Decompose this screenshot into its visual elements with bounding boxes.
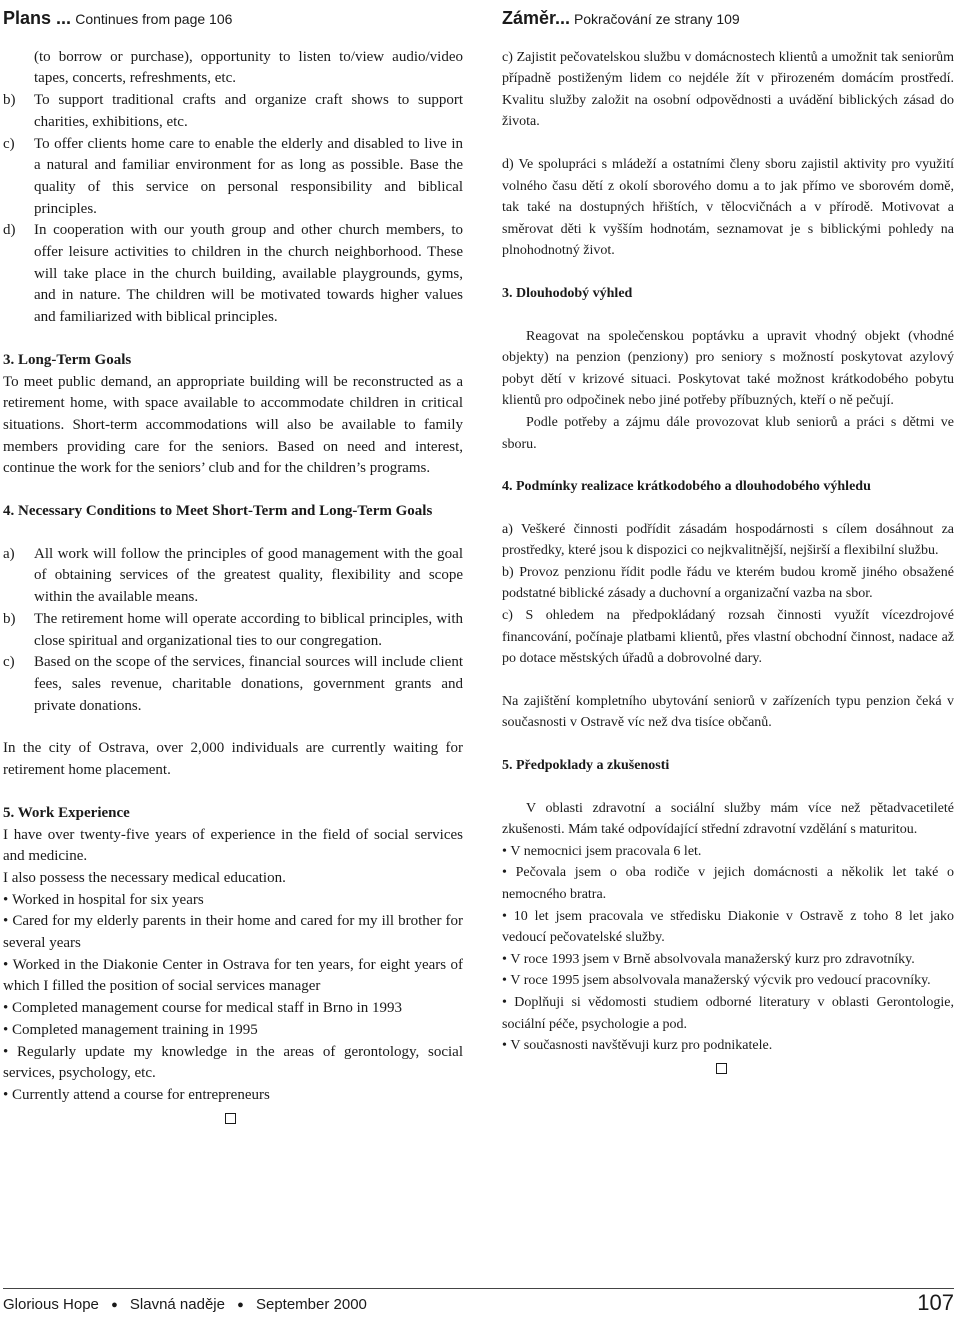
footer-separator-icon: ● (111, 1299, 118, 1311)
list-item (3, 652, 463, 717)
section-heading: 3. Dlouhodobý výhled (502, 285, 633, 301)
item-text: Based on the scope of the services, financial sources will include client fees, sales revenue, charitable donations, government grants and private donations. (34, 654, 463, 714)
page-number: 107 (917, 1290, 954, 1315)
right-header-continuation: Pokračování ze strany 109 (573, 11, 740, 27)
bullet-item: • Completed management course for medical staff in Brno in 1993 (3, 998, 463, 1020)
list-item (3, 609, 463, 652)
footer-publication-cz: Slavná naděje (129, 1296, 225, 1313)
bullet-item: • Doplňuji si vědomosti studiem odborné literatury v oblasti Gerontologie, sociální péče, psychologie a pod. (502, 992, 954, 1035)
czech-column (502, 8, 954, 1074)
list-item (3, 134, 463, 221)
item-text: All work will follow the principles of good management with the goal of obtaining services of the greatest quality, flexibility and scope within the available means. (34, 545, 463, 606)
end-of-article-mark (225, 1113, 236, 1124)
ostrava-paragraph: In the city of Ostrava, over 2,000 individuals are currently waiting for retirement home placement. (3, 740, 463, 779)
end-of-article-mark (716, 1063, 727, 1074)
section-heading: 4. Necessary Conditions to Meet Short-Term and Long-Term Goals (3, 503, 433, 520)
section-heading: 4. Podmínky realizace krátkodobého a dlouhodobého výhledu (502, 479, 871, 495)
section-paragraph: d) Ve spolupráci s mládeží a ostatními členy sboru zajistil aktivity pro využití volného času dětí z okolí sborového domu a to jak přímo ve sborovém domě, tak také na dostupných hřištích, v tělocvičnách a v přírodě. Motivovat a směrovat děti k vyšším hodnotám, seznamovat je s biblickými pohledy na plnohodnotný život. (502, 156, 954, 259)
section-paragraph: b) Provoz penzionu řídit podle řádu ve kterém budou kromě jiného obsažené podstatné biblické zásady a duchovní a organizační vazba na sbor. (502, 564, 954, 602)
item-label: d) (3, 222, 16, 239)
list-item (3, 544, 463, 609)
english-column (3, 8, 463, 1124)
left-header-continuation: Continues from page 106 (75, 11, 233, 27)
section-paragraph: I also possess the necessary medical education. (3, 869, 286, 886)
section-heading: 5. Work Experience (3, 804, 130, 821)
section-paragraph: a) Veškeré činnosti podřídit zásadám hospodárnosti s cílem dosáhnout za prostředky, které jsou k dispozici co nejkvalitnější, nejširší a flexibilní službu. (502, 521, 954, 559)
bullet-item: • Completed management training in 1995 (3, 1020, 463, 1042)
item-label: a) (3, 545, 15, 562)
bullet-item: • Cared for my elderly parents in their home and cared for my ill brother for several years (3, 911, 463, 954)
intro-text: (to borrow or purchase), opportunity to listen to/view audio/video tapes, concerts, refreshments, etc. (34, 48, 463, 87)
left-header (3, 8, 463, 31)
section-paragraph: V oblasti zdravotní a sociální služby mám více než pětadvacetileté zkušenosti. Mám také odpovídající střední zdravotní vzdělání s maturitou. (502, 800, 954, 838)
item-label: c) (3, 654, 15, 671)
bullet-item: • 10 let jsem pracovala ve středisku Diakonie v Ostravě z toho 8 let jako vedoucí pečovatelské služby. (502, 906, 954, 949)
section-paragraph: I have over twenty-five years of experience in the field of social services and medicine. (3, 826, 463, 865)
bullet-item: • V roce 1995 jsem absolvovala manažerský výcvik pro vedoucí pracovníky. (502, 970, 954, 992)
footer-publication-en: Glorious Hope (3, 1296, 99, 1313)
section-paragraph: To meet public demand, an appropriate building will be reconstructed as a retirement home, with space available to accommodate children in critical situations. Short-term accommodations will also be available to family members providing care for the seniors. Based on need and interest, continue the work for the seniors’ club and for the children’s programs. (3, 373, 463, 477)
list-item (3, 220, 463, 329)
bullet-item: • Worked in the Diakonie Center in Ostrava for ten years, for eight years of which I filled the position of social services manager (3, 955, 463, 998)
item-text: To offer clients home care to enable the elderly and disabled to live in a natural and familiar environment for as long as possible. Base the quality of this service on personal responsibility and biblical principles. (34, 135, 463, 217)
bullet-item: • V roce 1993 jsem v Brně absolvovala manažerský kurz pro zdravotníky. (502, 949, 954, 971)
bullet-item: • Currently attend a course for entrepreneurs (3, 1085, 463, 1107)
footer-divider (3, 1288, 954, 1289)
section-heading: 5. Předpoklady a zkušenosti (502, 758, 670, 774)
list-item (3, 90, 463, 133)
item-text: To support traditional crafts and organize craft shows to support charities, exhibitions, etc. (34, 92, 463, 130)
footer-date: September 2000 (255, 1296, 367, 1313)
right-header-title: Záměr... (502, 8, 571, 28)
footer-separator-icon: ● (237, 1299, 244, 1311)
item-text: The retirement home will operate according to biblical principles, with close spiritual and organizational ties to our congregation. (34, 610, 463, 649)
left-header-title: Plans ... (3, 8, 72, 28)
item-label: b) (3, 92, 16, 109)
page-footer (3, 1290, 954, 1315)
section-heading: 3. Long-Term Goals (3, 351, 132, 368)
item-text: In cooperation with our youth group and other church members, to offer leisure activities to children in the church neighborhood. These will take place in the church building, available playgrounds, gyms, and in nature. The children will be motivated towards higher values and familiarized with biblical principles. (34, 222, 463, 326)
item-label: c) (3, 135, 15, 152)
item-label: b) (3, 610, 16, 627)
bullet-item: • V současnosti navštěvuji kurz pro podnikatele. (502, 1035, 954, 1057)
section-paragraph: Reagovat na společenskou poptávku a upravit vhodný objekt (vhodné objekty) na penzion (penziony) pro seniory s možností poskytovat azylový pobyt dětí v krizové situaci. Poskytovat také možnost krátkodobého pobytu klientů pro odpočinek nebo jiné potřeby příbuzných, kteří o ně pečují. (502, 328, 954, 409)
bullet-item: • Pečovala jsem o oba rodiče v jejich domácnosti a několik let také o nemocného bratra. (502, 862, 954, 905)
bullet-item: • Worked in hospital for six years (3, 890, 463, 912)
section-paragraph: c) S ohledem na předpokládaný rozsah činnosti využít vícezdrojové financování, počínaje platbami klientů, přes vlastní obchodní činnost, nadace až po dotace městských úřadů a dobrovolné dary. (502, 608, 954, 667)
bullet-item: • V nemocnici jsem pracovala 6 let. (502, 841, 954, 863)
right-header (502, 8, 954, 31)
section-paragraph: Podle potřeby a zájmu dále provozovat klub seniorů a práci s dětmi ve sboru. (502, 414, 954, 452)
section-paragraph: c) Zajistit pečovatelskou službu v domácnostech klientů a umožnit tak seniorům případně postiženým lidem co nejdéle žít v přirozeném domácím prostředí. Kvalitu služby založit na osobní odpovědnosti a uvádění biblických zásad do života. (502, 49, 954, 130)
bullet-item: • Regularly update my knowledge in the areas of gerontology, social services, psychology, etc. (3, 1042, 463, 1085)
ostrava-paragraph: Na zajištění kompletního ubytování seniorů v zařízeních typu penzion čeká v současnosti v Ostravě víc než dva tisíce občanů. (502, 693, 954, 731)
